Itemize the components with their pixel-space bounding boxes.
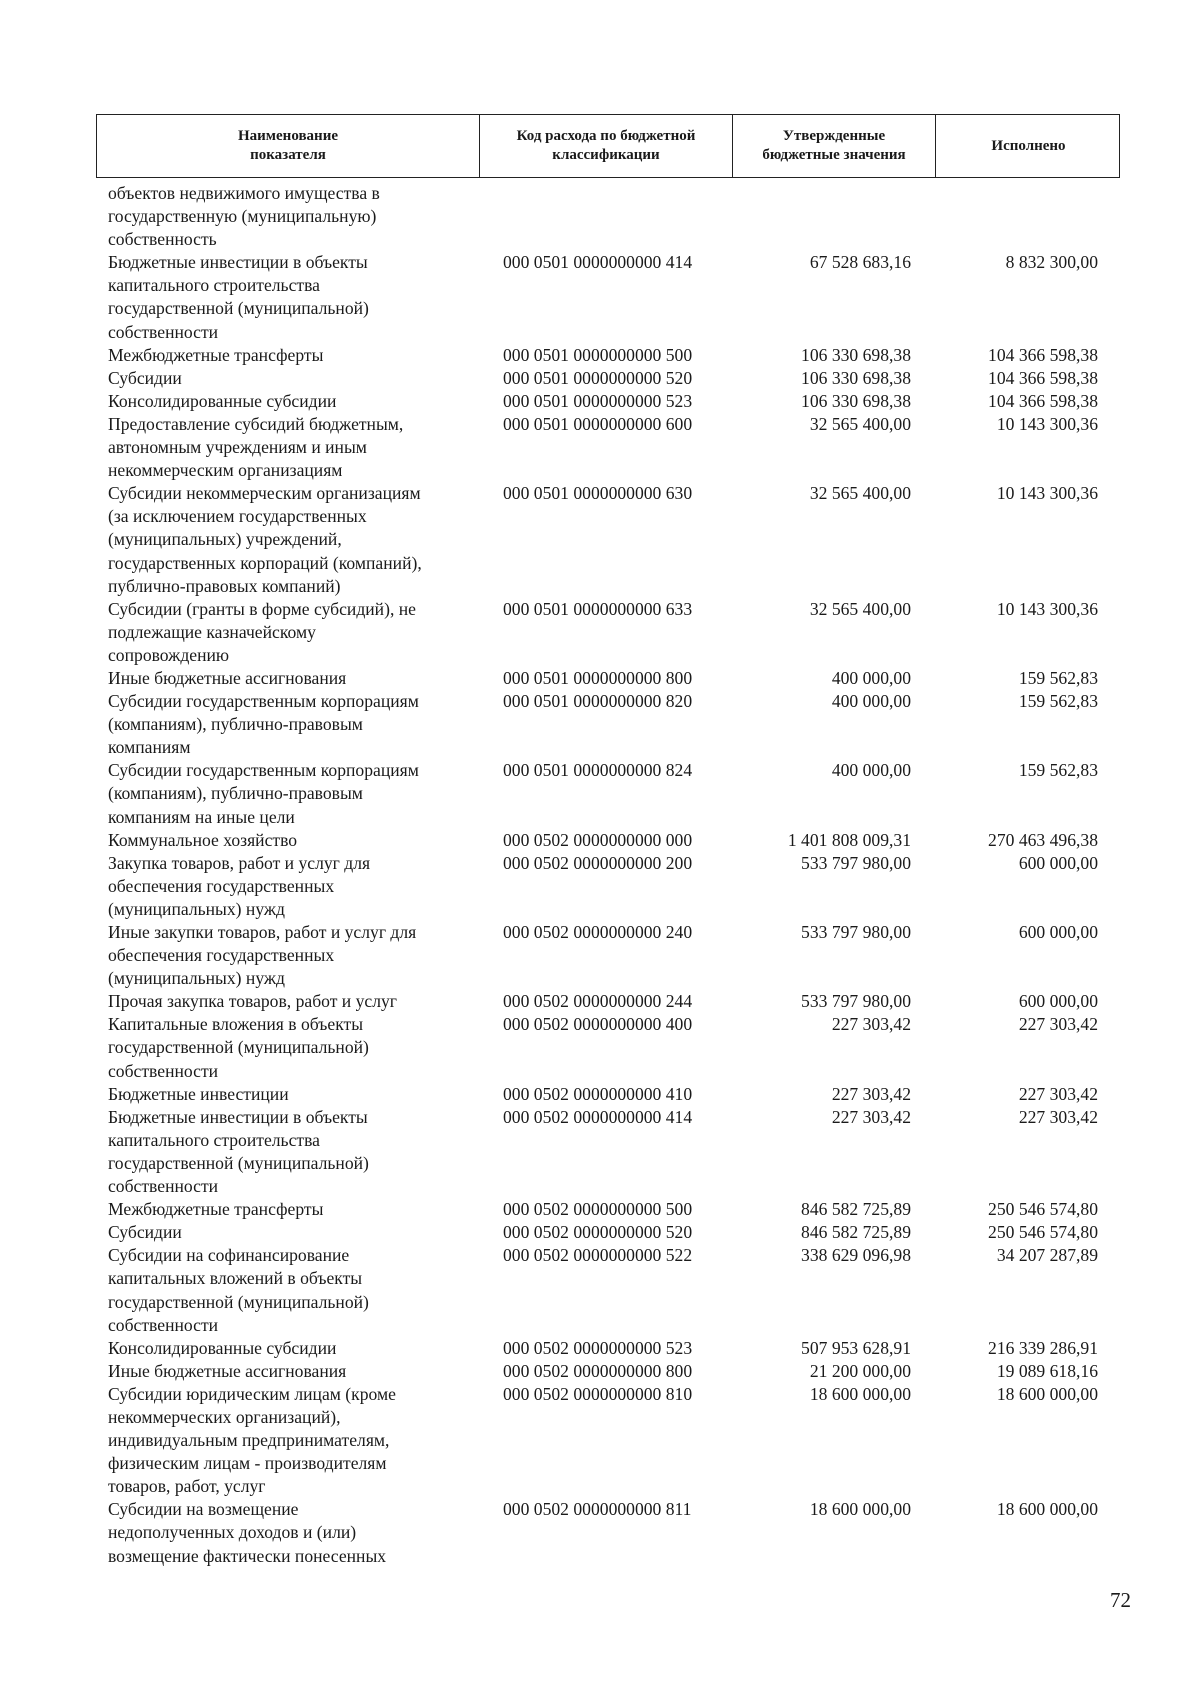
table-row: [108, 1221, 1120, 1244]
row-executed: 159 562,83: [1018, 667, 1098, 688]
row-executed: 600 000,00: [1018, 991, 1098, 1012]
row-code: 000 0501 0000000000 824: [503, 760, 693, 781]
row-name: Субсидии государственным корпорациям (компаниям), публично-правовым компаниям на иные цели: [108, 760, 419, 827]
row-executed: 159 562,83: [1018, 760, 1098, 781]
row-code: 000 0501 0000000000 414: [503, 252, 693, 273]
table-row: [108, 1013, 1120, 1082]
row-name: Субсидии юридическим лицам (кроме некоммерческих организаций), индивидуальным предпринимателям, физическим лицам - производителям товаров, работ, услуг: [108, 1383, 396, 1497]
table-row: [108, 1106, 1120, 1198]
row-name: Субсидии на софинансирование капитальных вложений в объекты государственной (муниципальной) собственности: [108, 1245, 369, 1335]
row-executed: 104 366 598,38: [988, 344, 1098, 365]
table-row: [108, 990, 1120, 1013]
row-executed: 216 339 286,91: [988, 1337, 1098, 1358]
row-code: 000 0502 0000000000 500: [503, 1199, 693, 1220]
table-row: [108, 344, 1120, 367]
table-row: [108, 1383, 1120, 1498]
table-row: [108, 759, 1120, 828]
row-name: Субсидии: [108, 1222, 182, 1243]
row-executed: 10 143 300,36: [996, 413, 1098, 434]
row-executed: 600 000,00: [1018, 922, 1098, 942]
row-name: Капитальные вложения в объекты государственной (муниципальной) собственности: [108, 1014, 369, 1081]
row-executed: 104 366 598,38: [988, 367, 1098, 388]
row-code: 000 0502 0000000000 400: [503, 1014, 693, 1035]
row-approved: 400 000,00: [831, 667, 911, 688]
row-name: Предоставление субсидий бюджетным, автономным учреждениям и иным некоммерческим организациям: [108, 413, 404, 481]
table-row: [108, 413, 1120, 482]
table-row: [108, 390, 1120, 413]
row-executed: 250 546 574,80: [988, 1222, 1098, 1243]
row-executed: 159 562,83: [1018, 691, 1098, 712]
header-executed: Исполнено: [991, 137, 1066, 154]
row-approved: 400 000,00: [831, 760, 911, 781]
row-executed: 227 303,42: [1018, 1083, 1098, 1104]
row-approved: 507 953 628,91: [801, 1337, 911, 1358]
row-executed: 10 143 300,36: [996, 598, 1098, 619]
table-body: [108, 182, 1120, 1568]
row-executed: 18 600 000,00: [996, 1499, 1098, 1520]
row-approved: 846 582 725,89: [801, 1222, 911, 1243]
row-code: 000 0502 0000000000 000: [503, 829, 693, 850]
row-name: Коммунальное хозяйство: [108, 829, 298, 850]
row-code: 000 0501 0000000000 633: [503, 598, 693, 619]
row-executed: 10 143 300,36: [996, 483, 1098, 504]
row-executed: 8 832 300,00: [1005, 252, 1098, 273]
row-executed: 104 366 598,38: [988, 390, 1098, 411]
row-name: Межбюджетные трансферты: [108, 344, 324, 365]
row-executed: 18 600 000,00: [996, 1383, 1098, 1404]
table-row: [108, 1337, 1120, 1360]
row-code: 000 0501 0000000000 820: [503, 691, 693, 712]
row-name: Консолидированные субсидии: [108, 1337, 337, 1358]
row-name: Субсидии на возмещение недополученных доходов и (или) возмещение фактически понесенных: [108, 1499, 387, 1566]
row-code: 000 0502 0000000000 522: [503, 1245, 693, 1266]
row-approved: 400 000,00: [831, 691, 911, 712]
row-name: Субсидии (гранты в форме субсидий), не подлежащие казначейскому сопровождению: [108, 598, 416, 665]
row-executed: 227 303,42: [1018, 1106, 1098, 1127]
table-row: [108, 1198, 1120, 1221]
table-row: [108, 1244, 1120, 1336]
table-row: [108, 667, 1120, 690]
row-approved: 106 330 698,38: [801, 344, 911, 365]
table-row: [108, 1498, 1120, 1567]
row-executed: 250 546 574,80: [988, 1199, 1098, 1220]
row-name: Межбюджетные трансферты: [108, 1199, 324, 1220]
row-approved: 67 528 683,16: [809, 252, 911, 273]
table-row: [108, 1360, 1120, 1383]
row-approved: 32 565 400,00: [809, 598, 911, 619]
table-row: [108, 182, 1120, 251]
table-row: [108, 921, 1120, 990]
page-number: 72: [1110, 1588, 1131, 1612]
row-name: Субсидии государственным корпорациям (компаниям), публично-правовым компаниям: [108, 691, 419, 758]
table-row: [108, 1083, 1120, 1106]
row-approved: 1 401 808 009,31: [787, 829, 911, 850]
row-name: Бюджетные инвестиции в объекты капитального строительства государственной (муниципальной) собственности: [108, 1106, 369, 1197]
row-approved: 32 565 400,00: [809, 413, 911, 434]
row-executed: 34 207 287,89: [996, 1245, 1098, 1266]
row-approved: 846 582 725,89: [801, 1199, 911, 1220]
row-code: 000 0501 0000000000 523: [503, 390, 693, 411]
row-name: Закупка товаров, работ и услуг для обеспечения государственных (муниципальных) нужд: [108, 852, 371, 919]
row-approved: 227 303,42: [831, 1106, 911, 1127]
row-approved: 533 797 980,00: [801, 852, 911, 873]
row-executed: 270 463 496,38: [988, 829, 1098, 850]
row-approved: 21 200 000,00: [809, 1360, 911, 1381]
row-name: Бюджетные инвестиции в объекты капитального строительства государственной (муниципальной) собственности: [108, 252, 369, 342]
table-row: [108, 367, 1120, 390]
row-approved: 18 600 000,00: [809, 1499, 911, 1520]
header-code: Код расхода по бюджетной классификации: [480, 115, 733, 177]
row-approved: 32 565 400,00: [809, 483, 911, 504]
table-row: [108, 482, 1120, 597]
row-code: 000 0502 0000000000 200: [503, 852, 693, 873]
table-row: [108, 251, 1120, 343]
row-approved: 106 330 698,38: [801, 390, 911, 411]
row-code: 000 0502 0000000000 244: [503, 991, 693, 1012]
table-row: [108, 852, 1120, 921]
row-name: Иные бюджетные ассигнования: [108, 667, 347, 688]
row-code: 000 0502 0000000000 410: [503, 1083, 693, 1104]
row-code: 000 0502 0000000000 523: [503, 1337, 693, 1358]
row-approved: 106 330 698,38: [801, 367, 911, 388]
row-executed: 600 000,00: [1018, 852, 1098, 873]
row-code: 000 0502 0000000000 800: [503, 1360, 693, 1381]
row-executed: 19 089 618,16: [996, 1360, 1098, 1381]
row-approved: 533 797 980,00: [801, 991, 911, 1012]
table-row: [108, 690, 1120, 759]
header-name: Наименование показателя: [97, 115, 480, 177]
row-approved: 18 600 000,00: [809, 1383, 911, 1404]
row-code: 000 0501 0000000000 500: [503, 344, 693, 365]
row-name: Прочая закупка товаров, работ и услуг: [108, 991, 398, 1012]
row-name: Бюджетные инвестиции: [108, 1083, 289, 1104]
row-executed: 227 303,42: [1018, 1014, 1098, 1035]
row-approved: 338 629 096,98: [801, 1245, 911, 1266]
row-name: Иные закупки товаров, работ и услуг для обеспечения государственных (муниципальных) нужд: [108, 922, 417, 989]
header-approved: Утвержденные бюджетные значения: [733, 115, 936, 177]
row-approved: 227 303,42: [831, 1014, 911, 1035]
row-code: 000 0502 0000000000 240: [503, 922, 693, 942]
row-approved: 227 303,42: [831, 1083, 911, 1104]
row-code: 000 0501 0000000000 520: [503, 367, 693, 388]
row-name: Субсидии некоммерческим организациям (за исключением государственных (муниципальных) учреждений, государственных корпораций (компаний), публично-правовых компаний): [108, 483, 422, 596]
row-code: 000 0502 0000000000 811: [503, 1499, 692, 1520]
row-code: 000 0502 0000000000 414: [503, 1106, 693, 1127]
row-code: 000 0502 0000000000 520: [503, 1222, 693, 1243]
table-row: [108, 829, 1120, 852]
table-row: [108, 598, 1120, 667]
row-code: 000 0501 0000000000 600: [503, 413, 693, 434]
row-name: Иные бюджетные ассигнования: [108, 1360, 347, 1381]
row-code: 000 0501 0000000000 800: [503, 667, 693, 688]
row-code: 000 0502 0000000000 810: [503, 1383, 693, 1404]
row-code: 000 0501 0000000000 630: [503, 483, 693, 504]
row-approved: 533 797 980,00: [801, 922, 911, 942]
row-name: Субсидии: [108, 367, 182, 388]
row-name: Консолидированные субсидии: [108, 390, 337, 411]
table-header: [96, 114, 1120, 178]
row-name: объектов недвижимого имущества в государственную (муниципальную) собственность: [108, 183, 380, 250]
